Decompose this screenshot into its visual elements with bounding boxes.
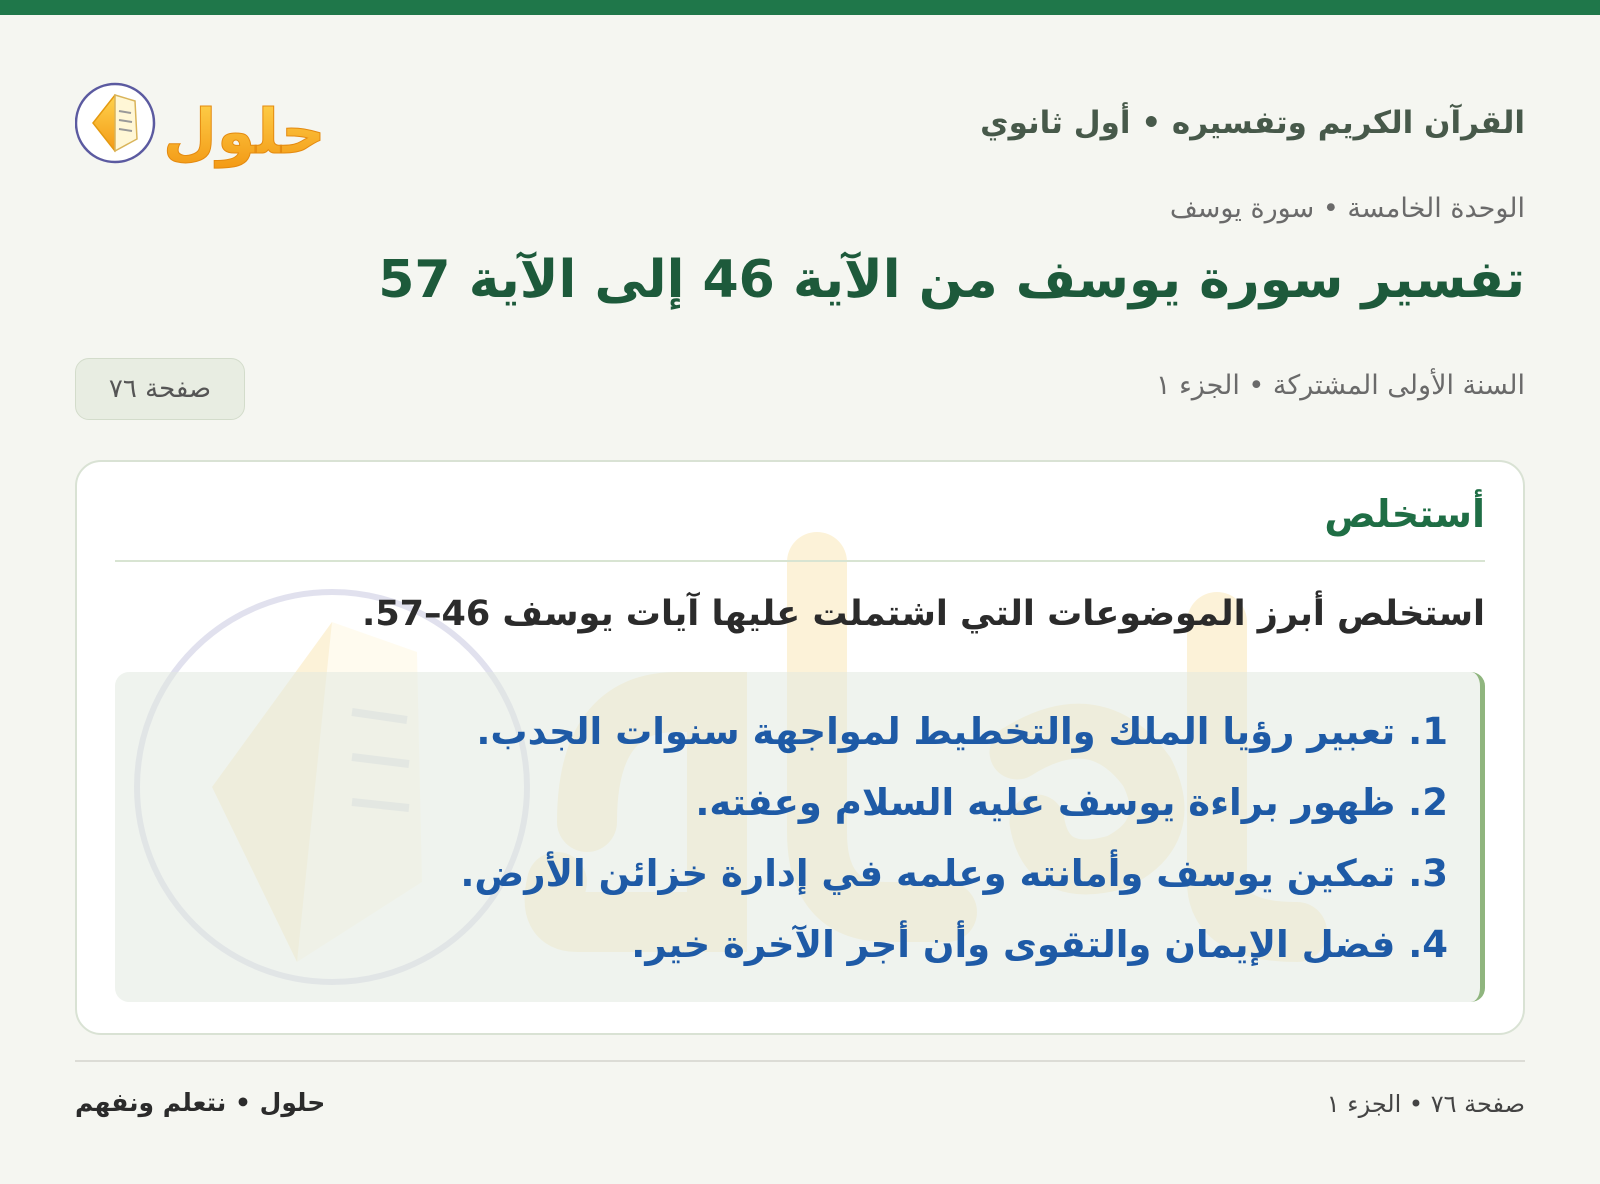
section-divider xyxy=(115,560,1485,562)
page-number-badge: صفحة ٧٦ xyxy=(75,358,245,420)
answer-item: 1. تعبير رؤيا الملك والتخطيط لمواجهة سنوات الجدب. xyxy=(476,710,1448,753)
subject-title: القرآن الكريم وتفسيره • أول ثانوي xyxy=(980,105,1525,141)
top-accent-bar xyxy=(0,0,1600,15)
page-header xyxy=(75,55,1525,175)
unit-breadcrumb: الوحدة الخامسة • سورة يوسف xyxy=(1169,193,1525,224)
footer-page-info: صفحة ٧٦ • الجزء ١ xyxy=(1326,1090,1525,1118)
footer-brand: حلول • نتعلم ونفهم xyxy=(75,1088,326,1117)
answer-list xyxy=(115,672,1485,1002)
question-text: استخلص أبرز الموضوعات التي اشتملت عليها آيات يوسف 46–57. xyxy=(362,594,1485,634)
answer-item: 2. ظهور براءة يوسف عليه السلام وعفته. xyxy=(695,781,1448,824)
hulul-logo xyxy=(75,65,335,175)
page-title: تفسير سورة يوسف من الآية 46 إلى الآية 57 xyxy=(378,250,1525,310)
footer-divider xyxy=(75,1060,1525,1062)
exercise-card xyxy=(75,460,1525,1035)
answer-item: 3. تمكين يوسف وأمانته وعلمه في إدارة خزائن الأرض. xyxy=(460,852,1448,895)
logo-wordmark: حلول xyxy=(163,95,326,168)
grade-part-info: السنة الأولى المشتركة • الجزء ١ xyxy=(1155,370,1525,401)
section-heading: أستخلص xyxy=(1324,492,1485,536)
answer-item: 4. فضل الإيمان والتقوى وأن أجر الآخرة خير. xyxy=(631,923,1448,966)
page xyxy=(75,15,1525,1184)
